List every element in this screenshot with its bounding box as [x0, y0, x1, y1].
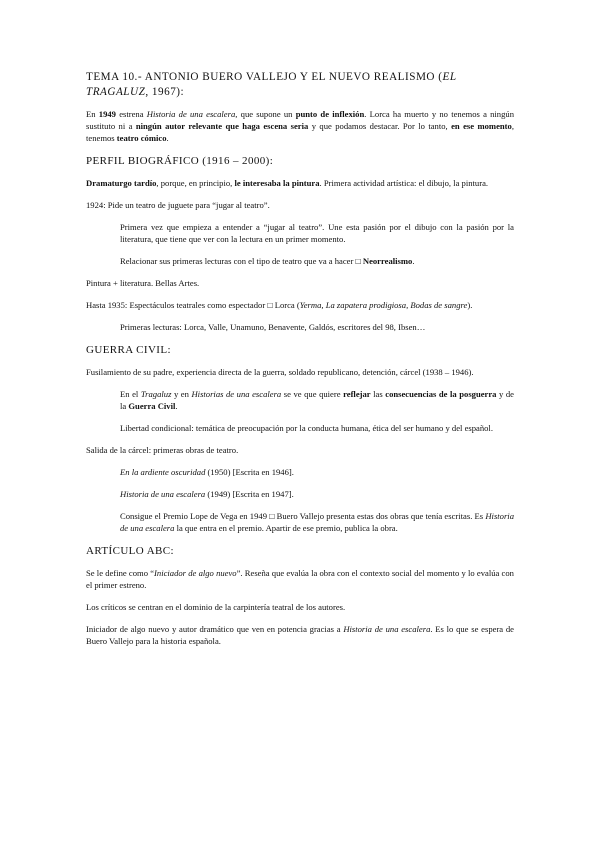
title-work: EL TRAGALUZ: [86, 71, 457, 98]
text: , porque, en principio,: [156, 178, 235, 188]
perfil-paragraph-6: [86, 299, 514, 311]
italic-text: Historias de una escalera: [191, 389, 282, 399]
text: ”. Reseña que evalúa la obra con el contexto social del momento y lo evalúa con el primer estreno.: [86, 568, 514, 590]
text: la que entra en el premio. Apartir de ese premio, publica la obra.: [174, 523, 398, 533]
text: Iniciador de algo nuevo y autor dramático que ven en potencia gracias a: [86, 624, 344, 634]
text: Consigue el Premio Lope de Vega en 1949 □ Buero Vallejo presenta estas dos obras que tenía escritas. Es: [120, 511, 486, 521]
perfil-paragraph-1: [86, 177, 514, 189]
bold-text: Dramaturgo tardío: [86, 178, 157, 188]
italic-text: Historia de una escalera: [343, 624, 431, 634]
italic-text: Historia de una escalera: [120, 489, 206, 499]
bold-text: Neorrealismo: [362, 256, 413, 266]
section-heading-guerra: GUERRA CIVIL:: [86, 344, 171, 356]
italic-text: En la ardiente oscuridad: [120, 467, 206, 477]
text: .: [175, 401, 178, 411]
perfil-paragraph-7: Primeras lecturas: Lorca, Valle, Unamuno, Benavente, Galdós, escritores del 98, Ibsen…: [120, 322, 426, 332]
articulo-paragraph-1: [86, 567, 514, 591]
text: . Es lo que se espera de Buero Vallejo para la historia española.: [86, 624, 514, 646]
section-heading-perfil: PERFIL BIOGRÁFICO (1916 – 2000):: [86, 155, 274, 167]
perfil-paragraph-4: [120, 255, 514, 267]
text: , tenemos: [86, 121, 514, 143]
perfil-paragraph-2: 1924: Pide un teatro de juguete para “jugar al teatro”.: [86, 200, 270, 210]
bold-text: Guerra Civil: [128, 401, 176, 411]
articulo-paragraph-2: Los críticos se centran en el dominio de la carpintería teatral de los autores.: [86, 602, 346, 612]
bold-text: punto de inflexión: [295, 109, 365, 119]
bold-text: teatro cómico: [116, 133, 167, 143]
text: .: [412, 256, 415, 266]
text: se ve que quiere: [281, 389, 344, 399]
text: y de la: [120, 389, 514, 411]
text: .: [166, 133, 169, 143]
text: , que supone un: [235, 109, 296, 119]
text: las: [370, 389, 386, 399]
text: Hasta 1935: Espectáculos teatrales como espectador □ Lorca (: [86, 300, 300, 310]
guerra-paragraph-4: Salida de la cárcel: primeras obras de teatro.: [86, 445, 239, 455]
text: estrena: [115, 109, 147, 119]
italic-text: Historia de una escalera: [146, 109, 236, 119]
bold-text: reflejar: [343, 389, 371, 399]
guerra-paragraph-6: [120, 488, 514, 500]
articulo-paragraph-3: [86, 623, 514, 647]
italic-text: Iniciador de algo nuevo: [154, 568, 237, 578]
text: y en: [171, 389, 192, 399]
text: (1950) [Escrita en 1946].: [205, 467, 294, 477]
text: . Primera actividad artística: el dibujo, la pintura.: [319, 178, 489, 188]
text: En el: [120, 389, 141, 399]
bold-text: consecuencias de la posguerra: [385, 389, 497, 399]
perfil-paragraph-5: Pintura + literatura. Bellas Artes.: [86, 278, 200, 288]
italic-text: Historia de una escalera: [120, 511, 514, 533]
title-suffix: , 1967):: [145, 86, 185, 98]
title-prefix: TEMA 10.- ANTONIO BUERO VALLEJO Y EL NUEVO REALISMO (: [86, 71, 443, 83]
bold-text: le interesaba la pintura: [234, 178, 320, 188]
text: y que podamos destacar. Por lo tanto,: [308, 121, 452, 131]
guerra-paragraph-7: [120, 510, 514, 534]
document-title: [86, 70, 514, 100]
text: Se le define como “: [86, 568, 155, 578]
text: Relacionar sus primeras lecturas con el tipo de teatro que va a hacer □: [120, 256, 363, 266]
guerra-paragraph-3: Libertad condicional: temática de preocupación por la conducta humana, ética del ser humano y del español.: [120, 423, 493, 433]
section-heading-articulo: ARTÍCULO ABC:: [86, 545, 174, 557]
perfil-paragraph-3: Primera vez que empieza a entender a “jugar al teatro”. Une esta pasión por el dibujo con la pasión por la literatura, que tiene que ver con la lectura en un primer momento.: [120, 222, 514, 244]
bold-text: 1949: [98, 109, 116, 119]
text: ).: [467, 300, 473, 310]
bold-text: ningún autor relevante que haga escena seria: [135, 121, 309, 131]
intro-paragraph: [86, 108, 514, 144]
text: En: [86, 109, 99, 119]
guerra-paragraph-5: [120, 466, 514, 478]
guerra-paragraph-2: [120, 388, 514, 412]
guerra-paragraph-1: Fusilamiento de su padre, experiencia directa de la guerra, soldado republicano, detención, cárcel (1938 – 1946).: [86, 367, 474, 377]
italic-text: Yerma, La zapatera prodigiosa, Bodas de sangre: [299, 300, 468, 310]
text: . Lorca ha muerto y no tenemos a ningún sustituto ni a: [86, 109, 514, 131]
italic-text: Tragaluz: [140, 389, 172, 399]
text: (1949) [Escrita en 1947].: [205, 489, 294, 499]
bold-text: en ese momento: [451, 121, 512, 131]
